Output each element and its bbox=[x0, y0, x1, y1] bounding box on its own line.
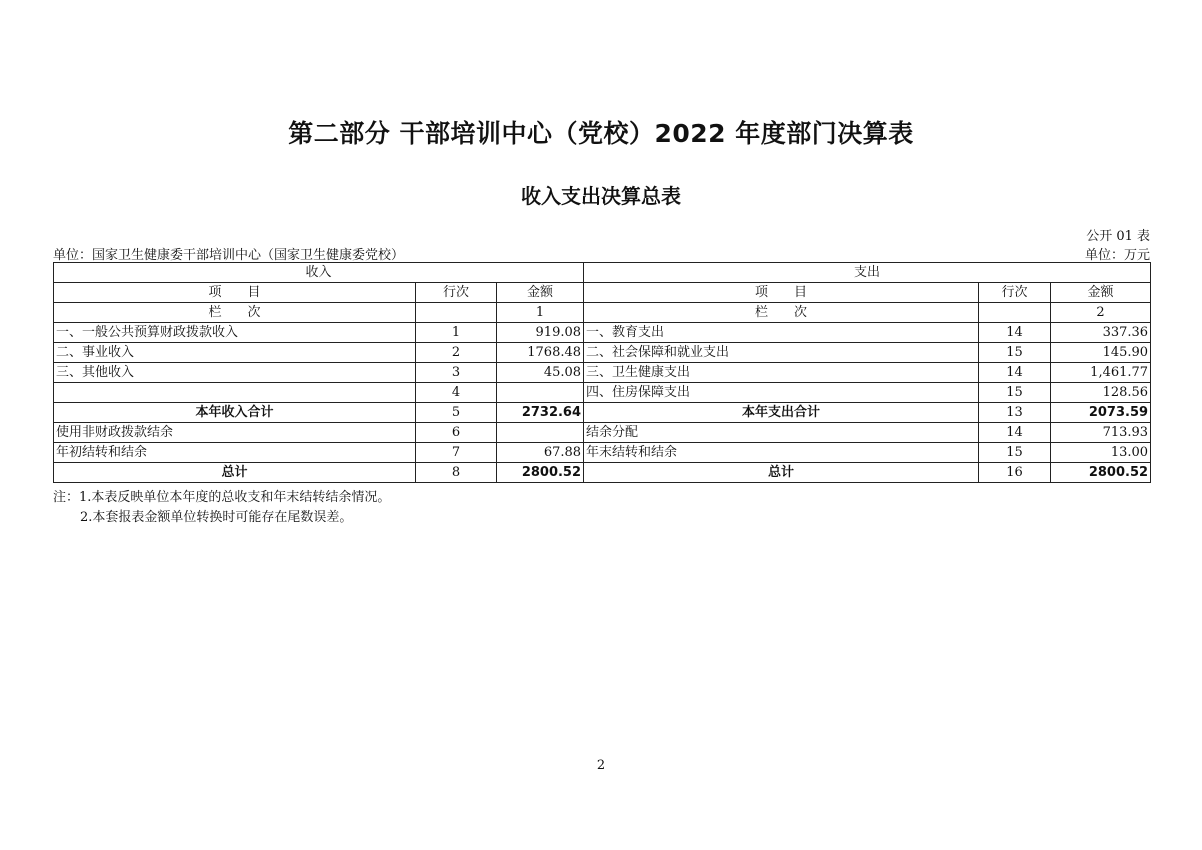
income-total-label: 总计 bbox=[54, 463, 416, 483]
expense-amount: 337.36 bbox=[1051, 323, 1151, 343]
expense-row-no-header: 行次 bbox=[979, 283, 1051, 303]
income-subtotal-amount: 2732.64 bbox=[497, 403, 584, 423]
income-column-no: 1 bbox=[497, 303, 584, 323]
income-expense-table bbox=[53, 262, 1151, 483]
income-row-no: 4 bbox=[416, 383, 497, 403]
table-subtitle: 收入支出决算总表 bbox=[521, 184, 681, 208]
income-item: 使用非财政拨款结余 bbox=[54, 423, 416, 443]
income-row-no: 3 bbox=[416, 363, 497, 383]
expense-item: 结余分配 bbox=[584, 423, 979, 443]
income-amount bbox=[497, 423, 584, 443]
income-row-no: 7 bbox=[416, 443, 497, 463]
expense-item: 四、住房保障支出 bbox=[584, 383, 979, 403]
income-row-no: 1 bbox=[416, 323, 497, 343]
table-row bbox=[54, 323, 1151, 343]
income-amount: 919.08 bbox=[497, 323, 584, 343]
expense-row-no: 14 bbox=[979, 323, 1051, 343]
expense-amount: 713.93 bbox=[1051, 423, 1151, 443]
income-item: 三、其他收入 bbox=[54, 363, 416, 383]
income-amount: 45.08 bbox=[497, 363, 584, 383]
note-1: 注：1.本表反映单位本年度的总收支和年末结转结余情况。 bbox=[53, 490, 391, 505]
expense-amount: 128.56 bbox=[1051, 383, 1151, 403]
column-header-row bbox=[54, 283, 1151, 303]
unit-label: 单位：万元 bbox=[1084, 248, 1150, 263]
income-column-no-blank bbox=[416, 303, 497, 323]
expense-amount: 1,461.77 bbox=[1051, 363, 1151, 383]
expense-row-no: 14 bbox=[979, 363, 1051, 383]
income-header: 收入 bbox=[54, 263, 584, 283]
income-item bbox=[54, 383, 416, 403]
expense-amount-header: 金额 bbox=[1051, 283, 1151, 303]
expense-row-no: 15 bbox=[979, 343, 1051, 363]
income-row-no: 5 bbox=[416, 403, 497, 423]
income-row-no: 2 bbox=[416, 343, 497, 363]
income-item: 二、事业收入 bbox=[54, 343, 416, 363]
income-amount-header: 金额 bbox=[497, 283, 584, 303]
expense-row-no: 13 bbox=[979, 403, 1051, 423]
income-item: 年初结转和结余 bbox=[54, 443, 416, 463]
page-number: 2 bbox=[596, 758, 606, 773]
income-row-no: 8 bbox=[416, 463, 497, 483]
income-amount: 1768.48 bbox=[497, 343, 584, 363]
income-row-no: 6 bbox=[416, 423, 497, 443]
table-notes bbox=[53, 488, 390, 528]
income-item: 一、一般公共预算财政拨款收入 bbox=[54, 323, 416, 343]
expense-row-no: 15 bbox=[979, 443, 1051, 463]
expense-subtotal-amount: 2073.59 bbox=[1051, 403, 1151, 423]
table-row bbox=[54, 383, 1151, 403]
expense-total-label: 总计 bbox=[584, 463, 979, 483]
unit-name: 单位：国家卫生健康委干部培训中心（国家卫生健康委党校） bbox=[53, 248, 405, 263]
note-2: 2.本套报表金额单位转换时可能存在尾数误差。 bbox=[80, 510, 353, 525]
expense-total-amount: 2800.52 bbox=[1051, 463, 1151, 483]
expense-item: 年末结转和结余 bbox=[584, 443, 979, 463]
subtotal-row bbox=[54, 403, 1151, 423]
expense-subtotal-label: 本年支出合计 bbox=[584, 403, 979, 423]
expense-row-no: 15 bbox=[979, 383, 1051, 403]
expense-header: 支出 bbox=[584, 263, 1151, 283]
table-row bbox=[54, 363, 1151, 383]
expense-row-no: 14 bbox=[979, 423, 1051, 443]
expense-column-no-blank bbox=[979, 303, 1051, 323]
income-subtotal-label: 本年收入合计 bbox=[54, 403, 416, 423]
income-column-label: 栏 次 bbox=[54, 303, 416, 323]
expense-column-no: 2 bbox=[1051, 303, 1151, 323]
income-amount bbox=[497, 383, 584, 403]
income-amount: 67.88 bbox=[497, 443, 584, 463]
section-header-row bbox=[54, 263, 1151, 283]
expense-amount: 13.00 bbox=[1051, 443, 1151, 463]
page-title: 第二部分 干部培训中心（党校）2022 年度部门决算表 bbox=[288, 119, 914, 148]
expense-column-label: 栏 次 bbox=[584, 303, 979, 323]
expense-item: 一、教育支出 bbox=[584, 323, 979, 343]
table-row bbox=[54, 423, 1151, 443]
total-row bbox=[54, 463, 1151, 483]
expense-amount: 145.90 bbox=[1051, 343, 1151, 363]
table-row bbox=[54, 443, 1151, 463]
expense-item-header: 项 目 bbox=[584, 283, 979, 303]
income-item-header: 项 目 bbox=[54, 283, 416, 303]
expense-row-no: 16 bbox=[979, 463, 1051, 483]
expense-item: 二、社会保障和就业支出 bbox=[584, 343, 979, 363]
column-number-row bbox=[54, 303, 1151, 323]
table-row bbox=[54, 343, 1151, 363]
income-row-no-header: 行次 bbox=[416, 283, 497, 303]
expense-item: 三、卫生健康支出 bbox=[584, 363, 979, 383]
form-code: 公开 01 表 bbox=[1086, 229, 1150, 244]
income-total-amount: 2800.52 bbox=[497, 463, 584, 483]
